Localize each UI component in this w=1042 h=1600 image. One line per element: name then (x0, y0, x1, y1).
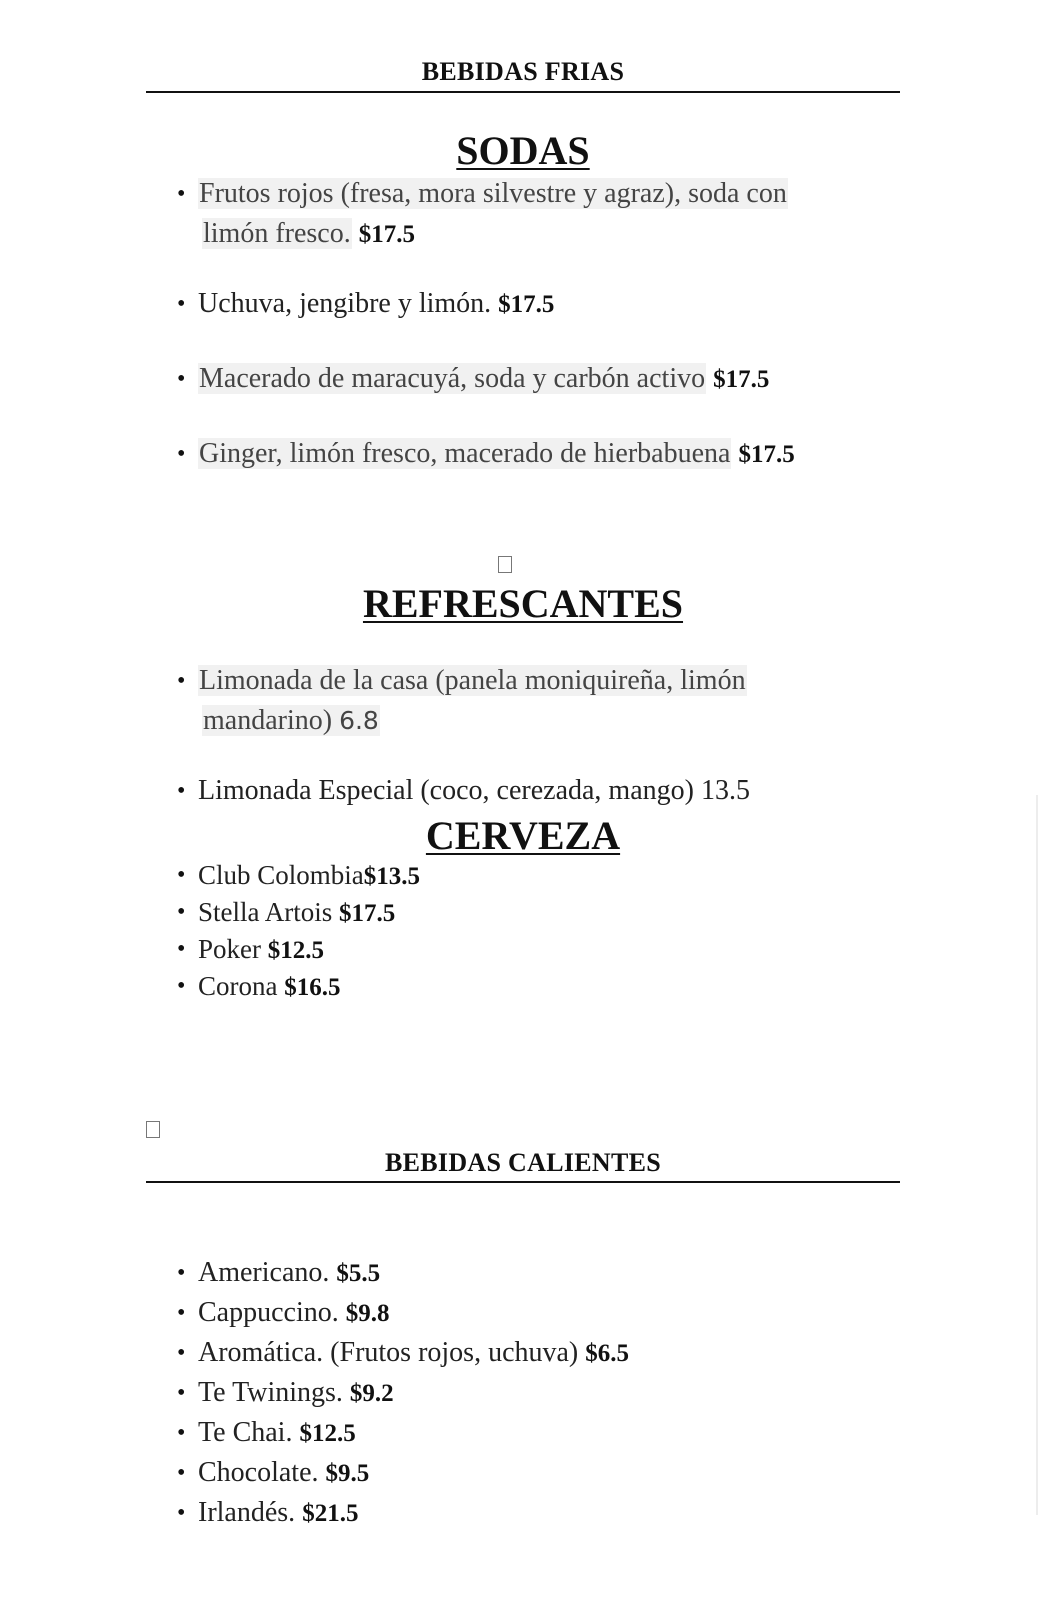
item-price: $21.5 (302, 1500, 359, 1527)
item-name: Ginger, limón fresco, macerado de hierbabuena (199, 438, 731, 469)
item-price: $17.5 (713, 366, 770, 393)
bullet-icon: • (177, 936, 186, 962)
item-name: Limonada de la casa (panela moniquireña, limón (199, 665, 746, 696)
bullet-icon: • (177, 899, 186, 925)
item-price: $17.5 (358, 221, 415, 248)
item-name: Aromática. (Frutos rojos, uchuva) (198, 1337, 579, 1368)
bullet-icon: • (177, 973, 186, 999)
bullet-icon: • (177, 1500, 186, 1526)
item-name: mandarino) (203, 705, 333, 736)
item-price: $13.5 (363, 863, 421, 890)
bullet-icon: • (177, 668, 186, 694)
bullet-icon: • (177, 291, 186, 317)
item-price: $6.5 (585, 1340, 629, 1367)
item-price: $12.5 (299, 1420, 356, 1447)
bullet-icon: • (177, 778, 186, 804)
item-price: $17.5 (498, 291, 555, 318)
bullet-icon: • (177, 1420, 186, 1446)
missing-glyph-icon (498, 556, 512, 573)
item-name: limón fresco. (203, 218, 351, 249)
item-name: Americano. (198, 1257, 330, 1288)
item-price: $16.5 (284, 974, 341, 1001)
heading-cerveza: CERVEZA (425, 813, 621, 858)
item-price: $9.2 (349, 1380, 394, 1407)
item-price: $9.8 (345, 1300, 390, 1327)
bullet-icon: • (177, 1260, 186, 1286)
item-name: Club Colombia (198, 860, 364, 890)
item-price: $5.5 (336, 1260, 381, 1287)
section-rule-hot (146, 1181, 900, 1183)
item-price: $12.5 (267, 937, 324, 964)
item-name: Frutos rojos (fresa, mora silvestre y agraz), soda con (199, 178, 787, 209)
bullet-icon: • (177, 862, 186, 888)
item-name: Limonada Especial (coco, cerezada, mango) (198, 775, 694, 806)
missing-glyph-icon (146, 1121, 160, 1138)
heading-sodas: SODAS (456, 128, 590, 173)
page-edge-shadow (1036, 795, 1038, 1515)
item-price: $9.5 (325, 1460, 370, 1487)
item-name: Cappuccino. (198, 1297, 339, 1328)
item-name: Poker (198, 934, 261, 964)
item-price: $17.5 (339, 900, 396, 927)
bullet-icon: • (177, 366, 186, 392)
item-name: Irlandés. (198, 1497, 296, 1528)
bullet-icon: • (177, 1340, 186, 1366)
item-name: Chocolate. (198, 1457, 319, 1488)
bullet-icon: • (177, 441, 186, 467)
section-rule-cold (146, 91, 900, 93)
heading-refrescantes: REFRESCANTES (362, 581, 684, 626)
item-name: Te Chai. (198, 1417, 293, 1448)
item-name: Macerado de maracuyá, soda y carbón activo (199, 363, 706, 394)
item-price: $17.5 (738, 441, 795, 468)
section-title-hot: BEBIDAS CALIENTES (384, 1148, 662, 1177)
section-title-cold: BEBIDAS FRIAS (421, 57, 625, 86)
bullet-icon: • (177, 181, 186, 207)
item-price: 13.5 (700, 775, 750, 806)
item-name: Te Twinings. (198, 1377, 343, 1408)
item-name: Stella Artois (198, 897, 333, 927)
bullet-icon: • (177, 1460, 186, 1486)
item-price: 6.8 (339, 706, 379, 735)
item-name: Uchuva, jengibre y limón. (198, 288, 492, 319)
item-name: Corona (198, 971, 278, 1001)
bullet-icon: • (177, 1300, 186, 1326)
bullet-icon: • (177, 1380, 186, 1406)
